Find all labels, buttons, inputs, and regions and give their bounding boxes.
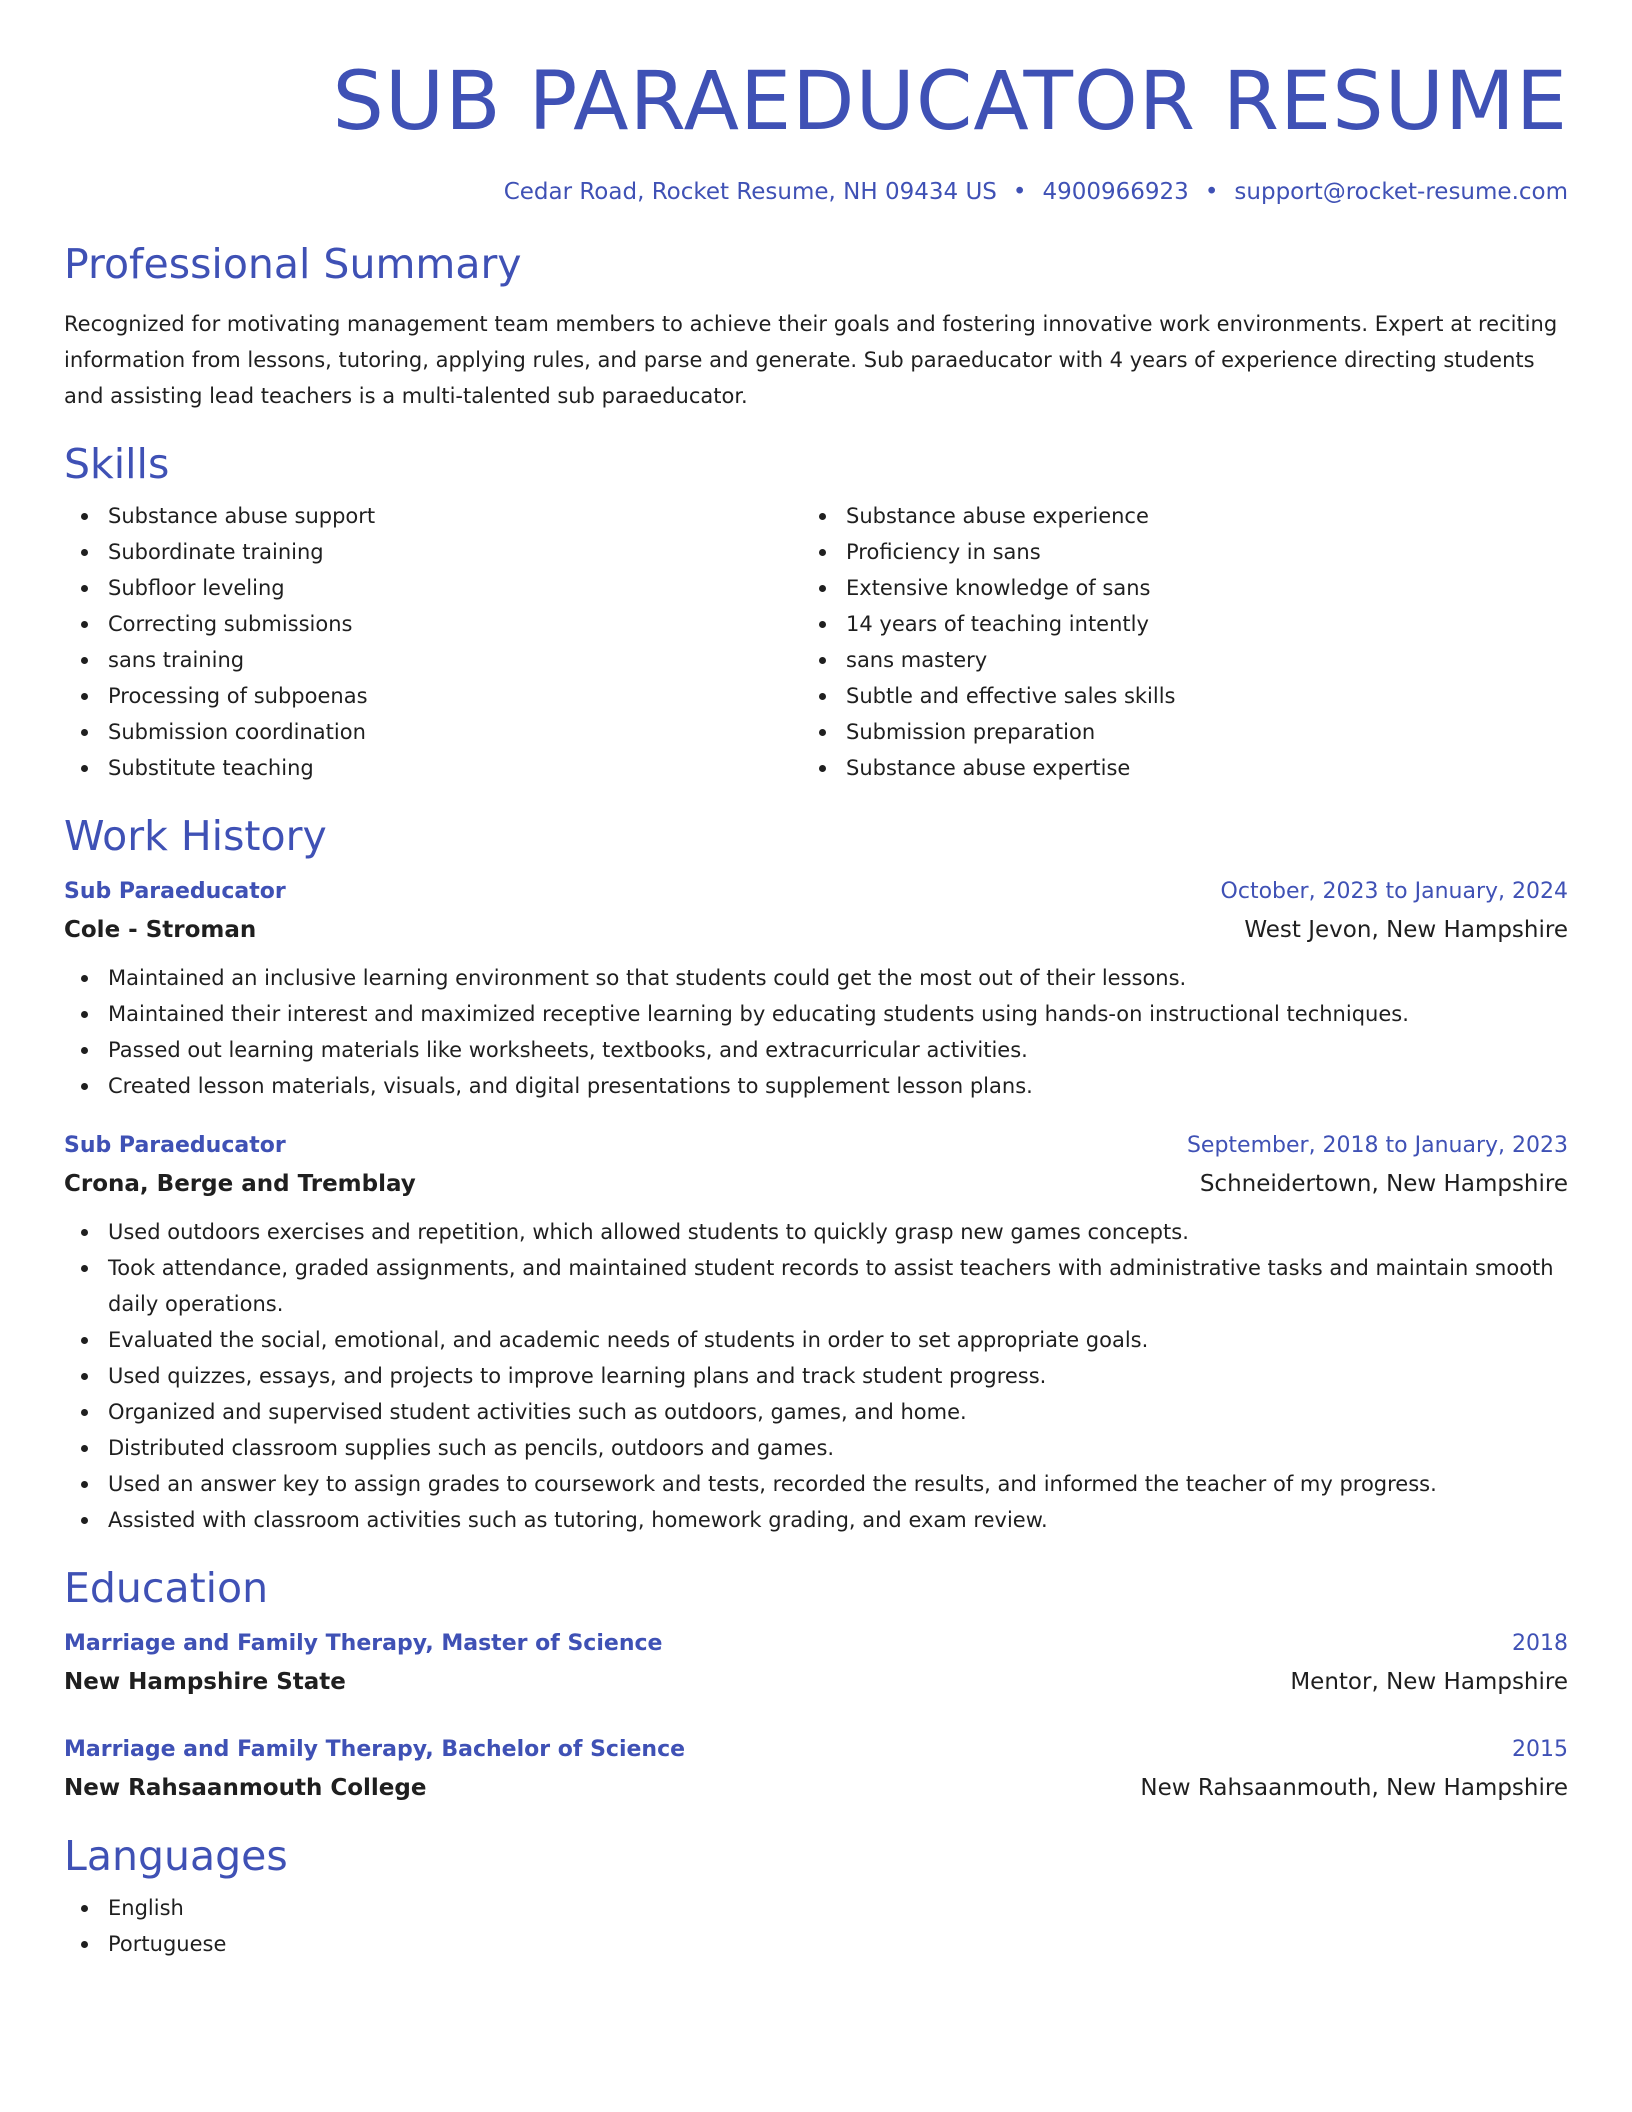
job-bullet: Passed out learning materials like worksheets, textbooks, and extracurricular activities. xyxy=(64,1032,1568,1068)
education-header xyxy=(64,1624,1568,1664)
job-bullet: Used outdoors exercises and repetition, which allowed students to quickly grasp new games concepts. xyxy=(64,1214,1568,1250)
job-company: Cole - Stroman xyxy=(64,917,257,943)
job-employer-row xyxy=(64,912,1568,948)
job-title: Sub Paraeducator xyxy=(64,879,286,904)
job-entry xyxy=(64,872,1568,1104)
job-entry xyxy=(64,1126,1568,1538)
education-school-row xyxy=(64,1770,1568,1806)
job-bullet: Took attendance, graded assignments, and maintained student records to assist teachers with administrative tasks and maintain smooth daily operations. xyxy=(64,1250,1568,1322)
skill-item: Extensive knowledge of sans xyxy=(802,570,1540,606)
education-entry xyxy=(64,1624,1568,1700)
education-location: New Rahsaanmouth, New Hampshire xyxy=(1140,1775,1568,1801)
summary-section xyxy=(64,238,1568,414)
skill-item: sans training xyxy=(64,642,802,678)
skills-heading: Skills xyxy=(64,440,170,488)
job-bullet: Maintained their interest and maximized receptive learning by educating students using hands-on instructional techniques. xyxy=(64,996,1568,1032)
job-company: Crona, Berge and Tremblay xyxy=(64,1171,416,1197)
job-bullet: Assisted with classroom activities such as tutoring, homework grading, and exam review. xyxy=(64,1502,1568,1538)
skill-item: Subordinate training xyxy=(64,534,802,570)
job-dates: September, 2018 to January, 2023 xyxy=(1186,1133,1568,1158)
skill-item: Proficiency in sans xyxy=(802,534,1540,570)
job-bullets xyxy=(64,960,1568,1104)
skill-item: 14 years of teaching intently xyxy=(802,606,1540,642)
education-school-row xyxy=(64,1664,1568,1700)
contact-address: Cedar Road, Rocket Resume, NH 09434 US xyxy=(503,179,997,205)
languages-list xyxy=(64,1890,1568,1962)
job-location: West Jevon, New Hampshire xyxy=(1244,917,1568,943)
job-bullet: Used quizzes, essays, and projects to improve learning plans and track student progress. xyxy=(64,1358,1568,1394)
education-section xyxy=(64,1562,1568,1806)
education-year: 2015 xyxy=(1512,1737,1568,1762)
job-bullet: Created lesson materials, visuals, and digital presentations to supplement lesson plans. xyxy=(64,1068,1568,1104)
contact-separator: • xyxy=(1204,179,1219,205)
job-header xyxy=(64,872,1568,912)
language-item: Portuguese xyxy=(64,1926,1568,1962)
contact-line xyxy=(64,176,1568,208)
skill-item: Substance abuse support xyxy=(64,498,802,534)
education-entry xyxy=(64,1730,1568,1806)
job-dates: October, 2023 to January, 2024 xyxy=(1220,879,1568,904)
skill-item: Processing of subpoenas xyxy=(64,678,802,714)
contact-separator: • xyxy=(1012,179,1027,205)
job-bullet: Evaluated the social, emotional, and academic needs of students in order to set appropriate goals. xyxy=(64,1322,1568,1358)
work-history-section xyxy=(64,810,1568,1538)
education-school: New Rahsaanmouth College xyxy=(64,1775,427,1801)
languages-heading: Languages xyxy=(64,1832,288,1880)
job-header xyxy=(64,1126,1568,1166)
education-location: Mentor, New Hampshire xyxy=(1290,1669,1568,1695)
work-history-heading: Work History xyxy=(64,812,327,860)
skills-right-list xyxy=(802,498,1540,786)
skills-grid xyxy=(64,498,1568,786)
skill-item: Submission coordination xyxy=(64,714,802,750)
education-school: New Hampshire State xyxy=(64,1669,346,1695)
contact-email[interactable]: support@rocket-resume.com xyxy=(1234,179,1568,205)
language-item: English xyxy=(64,1890,1568,1926)
contact-phone[interactable]: 4900966923 xyxy=(1042,179,1189,205)
resume-header xyxy=(64,54,1568,208)
summary-heading: Professional Summary xyxy=(64,240,522,288)
summary-text: Recognized for motivating management team members to achieve their goals and fostering innovative work environments. Expert at reciting information from lessons, tutoring, applying rules, and parse and generate. Sub paraeducator with 4 years of experience directing students and assisting lead teachers is a multi-talented sub paraeducator. xyxy=(64,312,1558,408)
job-title: Sub Paraeducator xyxy=(64,1133,286,1158)
job-bullets xyxy=(64,1214,1568,1538)
job-bullet: Organized and supervised student activities such as outdoors, games, and home. xyxy=(64,1394,1568,1430)
languages-section xyxy=(64,1830,1568,1962)
skills-left-list xyxy=(64,498,802,786)
job-bullet: Used an answer key to assign grades to coursework and tests, recorded the results, and informed the teacher of my progress. xyxy=(64,1466,1568,1502)
job-location: Schneidertown, New Hampshire xyxy=(1199,1171,1568,1197)
education-degree: Marriage and Family Therapy, Master of Science xyxy=(64,1631,663,1656)
job-bullet: Maintained an inclusive learning environment so that students could get the most out of their lessons. xyxy=(64,960,1568,996)
skill-item: Substitute teaching xyxy=(64,750,802,786)
skill-item: Subfloor leveling xyxy=(64,570,802,606)
education-header xyxy=(64,1730,1568,1770)
education-year: 2018 xyxy=(1512,1631,1568,1656)
skills-section xyxy=(64,438,1568,786)
skill-item: Substance abuse experience xyxy=(802,498,1540,534)
skill-item: Subtle and effective sales skills xyxy=(802,678,1540,714)
job-employer-row xyxy=(64,1166,1568,1202)
skill-item: Substance abuse expertise xyxy=(802,750,1540,786)
education-degree: Marriage and Family Therapy, Bachelor of Science xyxy=(64,1737,686,1762)
education-heading: Education xyxy=(64,1564,269,1612)
job-bullet: Distributed classroom supplies such as pencils, outdoors and games. xyxy=(64,1430,1568,1466)
skill-item: Correcting submissions xyxy=(64,606,802,642)
skill-item: Submission preparation xyxy=(802,714,1540,750)
skill-item: sans mastery xyxy=(802,642,1540,678)
resume-title: SUB PARAEDUCATOR RESUME xyxy=(332,55,1568,149)
